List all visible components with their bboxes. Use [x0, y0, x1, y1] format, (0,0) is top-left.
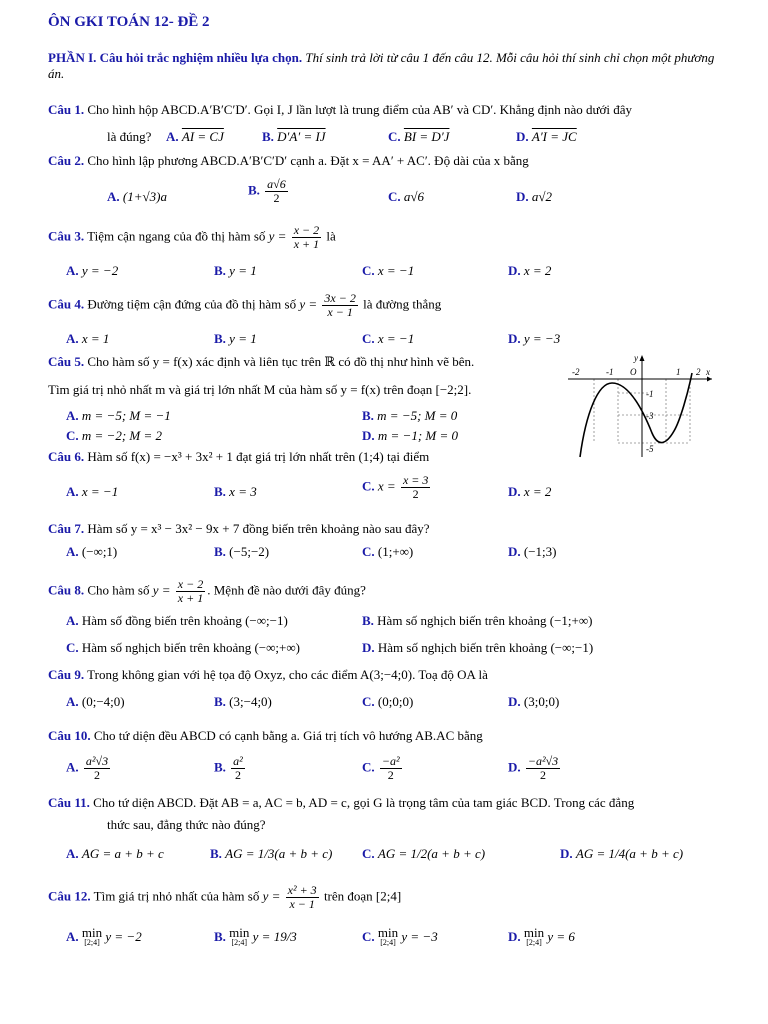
question-12: Câu 12. Tìm giá trị nhỏ nhất của hàm số y = $\frac{\text{x² + 3}}{x - 1}$ trên đoạn [2;4]	[48, 883, 402, 911]
question-6-option-c[interactable]: C. x = $\frac{x = 3}{2}$	[362, 473, 429, 501]
part-1-description: Thí sinh trả lời từ câu 1 đến câu 12. Mỗi câu hỏi thí sinh chỉ chọn một phương án.	[48, 50, 715, 81]
question-9-option-c[interactable]: C. (0;0;0)	[362, 694, 414, 709]
question-1-option-d[interactable]: D. A′I = JC	[516, 129, 577, 144]
tick-y-neg5: -5	[646, 444, 654, 454]
question-10-option-b[interactable]: B. $\frac{\text{a²}}{2}$	[214, 754, 243, 782]
question-12-option-d[interactable]: D. min [2;4] y = 6	[508, 925, 575, 948]
tick-x-neg1: -1	[606, 367, 614, 377]
question-11-option-a[interactable]: A. AG = a + b + c	[66, 846, 164, 861]
question-5-option-b[interactable]: B. m = −5; M = 0	[362, 408, 458, 423]
question-1-option-a[interactable]: A. AI = CJ	[166, 129, 224, 144]
tick-origin: O	[630, 367, 637, 377]
question-6: Câu 6. Hàm số f(x) = −x³ + 3x² + 1 đạt giá trị lớn nhất trên (1;4) tại điểm	[48, 449, 430, 464]
question-5: Câu 5. Cho hàm số y = f(x) xác định và liên tục trên ℝ có đồ thị như hình vẽ bên.	[48, 354, 475, 369]
y-axis-arrow-icon	[640, 355, 645, 361]
question-7-option-c[interactable]: C. (1;+∞)	[362, 544, 414, 559]
question-8: Câu 8. Cho hàm số y = $\frac{x - 2}{x + 1}$ . Mệnh đề nào dưới đây đúng?	[48, 577, 366, 605]
question-6-option-a[interactable]: A. x = −1	[66, 484, 119, 499]
question-9-option-d[interactable]: D. (3;0;0)	[508, 694, 560, 709]
question-11: Câu 11. Cho tứ diện ABCD. Đặt AB = a, AC = b, AD = c, gọi G là trọng tâm của tam giác BCD. Trong các đẳng	[48, 795, 635, 810]
tick-x-neg2: -2	[572, 367, 580, 377]
question-1	[48, 101, 748, 119]
question-12-option-c[interactable]: C. min [2;4] y = −3	[362, 925, 438, 948]
question-4-option-c[interactable]: C. x = −1	[362, 331, 415, 346]
question-1-stem-cont: là đúng?	[107, 129, 152, 144]
question-7-option-b[interactable]: B. (−5;−2)	[214, 544, 270, 559]
question-6-option-d[interactable]: D. x = 2	[508, 484, 552, 499]
question-10-option-c[interactable]: C. $\frac{\text{−a²}}{2}$	[362, 754, 400, 782]
question-3-option-b[interactable]: B. y = 1	[214, 263, 257, 278]
axis-label-y: y	[634, 353, 638, 363]
question-4-option-a[interactable]: A. x = 1	[66, 331, 110, 346]
question-2-option-a[interactable]: A. (1+√3)a	[107, 189, 167, 204]
question-8-option-b[interactable]: B. Hàm số nghịch biến trên khoảng (−1;+∞)	[362, 613, 593, 628]
question-2: Câu 2. Cho hình lập phương ABCD.A′B′C′D′ cạnh a. Đặt x = AA′ + AC′. Độ dài của x bằng	[48, 153, 529, 168]
x-axis-arrow-icon	[707, 377, 712, 382]
question-11-option-b[interactable]: B. AG = 1/3(a + b + c)	[210, 846, 333, 861]
question-10: Câu 10. Cho tứ diện đều ABCD có cạnh bằng a. Giá trị tích vô hướng AB.AC bằng	[48, 728, 483, 743]
question-3: Câu 3. Tiệm cận ngang của đồ thị hàm số y = $\frac{x - 2}{x + 1}$ là	[48, 223, 336, 251]
question-1-option-b[interactable]: B. D′A′ = IJ	[262, 129, 326, 144]
question-12-option-b[interactable]: B. min [2;4] y = 19/3	[214, 925, 297, 948]
question-12-option-a[interactable]: A. min [2;4] y = −2	[66, 925, 142, 948]
question-9-option-a[interactable]: A. (0;−4;0)	[66, 694, 125, 709]
question-9-option-b[interactable]: B. (3;−4;0)	[214, 694, 272, 709]
page-title: ÔN GKI TOÁN 12- ĐỀ 2	[48, 14, 210, 30]
question-10-option-a[interactable]: A. $\frac{\text{a²√3}}{2}$	[66, 754, 109, 782]
question-11-stem-cont: thức sau, đẳng thức nào đúng?	[107, 817, 266, 832]
question-7-option-d[interactable]: D. (−1;3)	[508, 544, 557, 559]
question-5-option-d[interactable]: D. m = −1; M = 0	[362, 428, 459, 443]
question-10-option-d[interactable]: D. $\frac{\text{−a²√3}}{2}$	[508, 754, 559, 782]
question-2-option-c[interactable]: C. a√6	[388, 189, 425, 204]
tick-y-neg3: -3	[646, 411, 654, 421]
question-6-option-b[interactable]: B. x = 3	[214, 484, 257, 499]
question-4: Câu 4. Đường tiệm cận đứng của đồ thị hàm số y = $\frac{3x - 2}{x - 1}$ là đường thẳng	[48, 291, 442, 319]
question-1-option-c[interactable]: C. BI = D′J	[388, 129, 450, 144]
question-5-stem-cont: Tìm giá trị nhỏ nhất m và giá trị lớn nhất M của hàm số y = f(x) trên đoạn [−2;2].	[48, 382, 472, 397]
question-7-option-a[interactable]: A. (−∞;1)	[66, 544, 118, 559]
question-7: Câu 7. Hàm số y = x³ − 3x² − 9x + 7 đồng biến trên khoảng nào sau đây?	[48, 521, 430, 536]
question-2-option-d[interactable]: D. a√2	[516, 189, 553, 204]
question-3-option-d[interactable]: D. x = 2	[508, 263, 552, 278]
question-5-option-a[interactable]: A. m = −5; M = −1	[66, 408, 171, 423]
part-1-instructions	[48, 50, 718, 82]
question-4-option-b[interactable]: B. y = 1	[214, 331, 257, 346]
question-8-option-c[interactable]: C. Hàm số nghịch biến trên khoảng (−∞;+∞)	[66, 640, 300, 655]
axis-label-x: x	[706, 367, 710, 377]
tick-y-neg1: -1	[646, 389, 654, 399]
tick-x-1: 1	[676, 367, 681, 377]
question-4-option-d[interactable]: D. y = −3	[508, 331, 561, 346]
question-3-option-a[interactable]: A. y = −2	[66, 263, 119, 278]
question-5-option-c[interactable]: C. m = −2; M = 2	[66, 428, 163, 443]
function-graph	[568, 353, 714, 459]
question-8-option-d[interactable]: D. Hàm số nghịch biến trên khoảng (−∞;−1)	[362, 640, 594, 655]
question-2-option-b[interactable]: B. $\frac{a√6}{2}$	[248, 177, 286, 205]
question-3-option-c[interactable]: C. x = −1	[362, 263, 415, 278]
part-1-heading: PHẦN I. Câu hỏi trắc nghiệm nhiều lựa chọn.	[48, 50, 303, 65]
question-label: Câu 1.	[48, 102, 85, 117]
tick-x-2: 2	[696, 367, 701, 377]
question-9: Câu 9. Trong không gian với hệ tọa độ Oxyz, cho các điểm A(3;−4;0). Toạ độ OA là	[48, 667, 488, 682]
question-8-option-a[interactable]: A. Hàm số đồng biến trên khoảng (−∞;−1)	[66, 613, 288, 628]
question-11-option-c[interactable]: C. AG = 1/2(a + b + c)	[362, 846, 486, 861]
question-text: Cho hình hộp ABCD.A′B′C′D′. Gọi I, J lần lượt là trung điểm của AB′ và CD′. Khẳng định nào dưới đây	[87, 102, 633, 117]
question-11-option-d[interactable]: D. AG = 1/4(a + b + c)	[560, 846, 684, 861]
